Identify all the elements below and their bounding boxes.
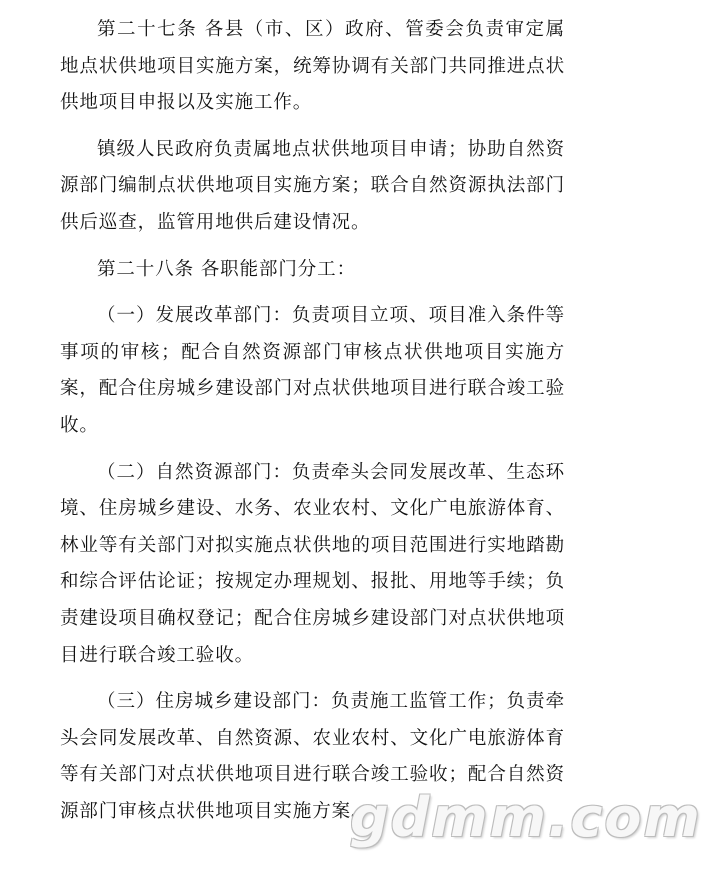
site-watermark: gdmm.com (350, 786, 702, 849)
document-body (60, 12, 565, 840)
township-government-paragraph: 镇级人民政府负责属地点状供地项目申请；协助自然资源部门编制点状供地项目实施方案；联合自然资源执法部门供后巡查，监管用地供后建设情况。 (60, 138, 565, 233)
development-reform-paragraph: （一）发展改革部门：负责项目立项、项目准入条件等事项的审核；配合自然资源部门审核点状供地项目实施方案，配合住房城乡建设部门对点状供地项目进行联合竣工验收。 (60, 305, 565, 436)
article-27-paragraph: 第二十七条 各县（市、区）政府、管委会负责审定属地点状供地项目实施方案，统筹协调有关部门共同推进点状供地项目申报以及实施工作。 (60, 19, 565, 114)
natural-resources-paragraph: （二）自然资源部门：负责牵头会同发展改革、生态环境、住房城乡建设、水务、农业农村、文化广电旅游体育、林业等有关部门对拟实施点状供地的项目范围进行实地踏勘和综合评估论证；按规定办理规划、报批、用地等手续；负责建设项目确权登记；配合住房城乡建设部门对点状供地项目进行联合竣工验收。 (60, 461, 565, 666)
housing-construction-paragraph: （三）住房城乡建设部门：负责施工监管工作；负责牵头会同发展改革、自然资源、农业农村、文化广电旅游体育等有关部门对点状供地项目进行联合竣工验收；配合自然资源部门审核点状供地项目实施方案。 (60, 691, 565, 822)
article-28-heading: 第二十八条 各职能部门分工： (97, 258, 356, 280)
